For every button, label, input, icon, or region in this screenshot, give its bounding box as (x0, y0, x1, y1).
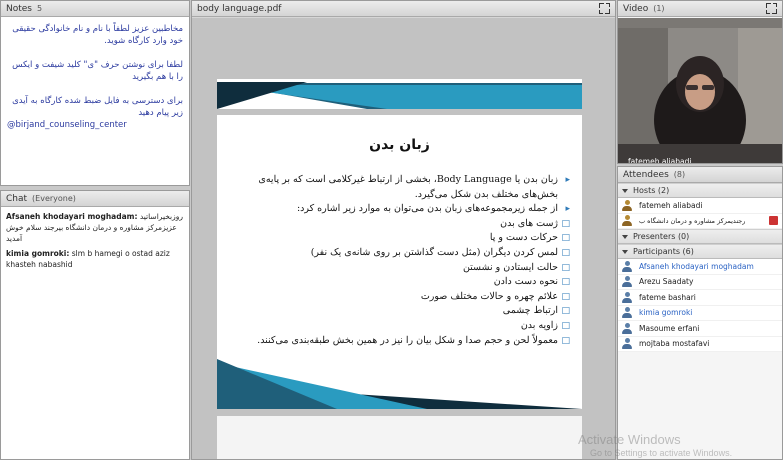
slide-subitem: □ حالت ایستادن و نشستن (231, 261, 570, 276)
notes-pod (0, 0, 190, 186)
slide (217, 115, 582, 409)
chat-messages[interactable] (1, 207, 189, 460)
document-pod (191, 0, 616, 460)
attendee-row[interactable] (618, 337, 782, 353)
maximize-icon[interactable] (766, 3, 777, 14)
collapse-triangle-icon (622, 235, 628, 239)
participants-section-header[interactable] (618, 244, 782, 259)
video-header (618, 1, 782, 17)
notes-body[interactable] (1, 17, 189, 186)
watermark-title: Activate Windows (578, 432, 681, 447)
next-slide-preview (217, 416, 582, 460)
participant-icon (622, 307, 632, 318)
slide-subitem: □ زاویه بدن (231, 319, 570, 334)
attendee-name: Afsaneh khodayari moghadam (639, 261, 754, 271)
video-pod (617, 0, 783, 164)
webcam-feed[interactable] (618, 18, 782, 164)
document-stage[interactable] (192, 18, 615, 459)
host-icon (622, 200, 632, 211)
attendees-pod (617, 166, 783, 460)
participant-icon (622, 292, 632, 303)
host-icon (622, 215, 632, 226)
chat-message (6, 211, 184, 244)
slide-top-decoration (217, 79, 582, 109)
chat-text: روزبخیراساتید عزیزمرکز مشاوره و درمان دانشگاه بیرجند سلام خوش آمدید (6, 212, 183, 243)
attendee-name: fateme bashari (639, 292, 696, 302)
collapse-triangle-icon (622, 189, 628, 193)
attendee-row[interactable] (618, 275, 782, 291)
participant-icon (622, 323, 632, 334)
notes-line: لطفا برای نوشتن حرف "ی" کلید شیفت و ایکس را با هم بگیرید (12, 60, 183, 82)
notes-count: 5 (37, 4, 43, 13)
participants-label: Participants (6) (633, 247, 694, 256)
participant-icon (622, 261, 632, 272)
slide-subitem: □ لمس کردن دیگران (مثل دست گذاشتن بر روی شانه‌ی یک نفر) (231, 246, 570, 261)
chat-message (6, 248, 184, 270)
notes-header (1, 1, 189, 17)
slide-subitem: □ حرکات دست و پا (231, 231, 570, 246)
attendee-name: kimia gomroki (639, 308, 693, 318)
slide-bottom-decoration (217, 359, 582, 409)
slide-subitem: □ نحوه دست دادن (231, 275, 570, 290)
slide-bullet: ▸ از جمله زیرمجموعه‌های زبان بدن می‌توان به موارد زیر اشاره کرد: (231, 202, 570, 217)
attendee-row[interactable] (618, 259, 782, 275)
attendee-name: Masoume erfani (639, 323, 700, 333)
video-count: (1) (653, 4, 665, 13)
attendee-row[interactable] (618, 321, 782, 337)
attendees-count: (8) (673, 170, 686, 179)
presenters-label: Presenters (0) (633, 232, 690, 241)
attendee-name: Arezu Saadaty (639, 277, 694, 287)
hosts-section-header[interactable] (618, 183, 782, 198)
webcam-image (618, 18, 782, 164)
notes-handle: @birjand_counseling_center (7, 120, 127, 130)
attendee-row[interactable] (618, 198, 782, 214)
video-title: Video (623, 3, 649, 14)
slide-heading: زبان بدن (369, 137, 430, 153)
attendee-row[interactable] (618, 214, 782, 230)
attendee-name: fatemeh aliabadi (639, 200, 703, 210)
chat-sender: kimia gomroki: (6, 249, 70, 258)
participant-icon (622, 276, 632, 287)
attendee-row[interactable] (618, 290, 782, 306)
notes-title: Notes (6, 3, 32, 14)
attendees-title: Attendees (623, 169, 669, 180)
slide-body (231, 173, 570, 348)
chat-scope[interactable]: (Everyone) (32, 194, 76, 203)
chat-header (1, 191, 189, 207)
notes-line: برای دسترسی به فایل ضبط شده کارگاه به آیدی زیر پیام دهید (12, 96, 183, 118)
slide-subitem: □ ژست های بدن (231, 217, 570, 232)
status-icon (769, 216, 778, 225)
notes-line: مخاطبین عزیز لطفاً با نام و نام خانوادگی حقیقی خود وارد کارگاه شوید. (12, 24, 183, 46)
attendee-row[interactable] (618, 306, 782, 322)
slide-subitem: □ معمولاً لحن و حجم صدا و شکل بیان را نیز در همین بخش طبقه‌بندی می‌کنند. (231, 334, 570, 349)
slide-top-band (217, 79, 582, 109)
document-title: body language.pdf (197, 3, 282, 14)
attendees-header (618, 167, 782, 183)
slide-bullet: ▸ زبان بدن یا Body Language، بخشی از ارتباط غیرکلامی است که بر پایه‌ی بخش‌های مختلف بدن شکل می‌گیرد. (231, 173, 570, 202)
document-header (192, 1, 615, 17)
chat-pod (0, 190, 190, 460)
attendee-name: mojtaba mostafavi (639, 339, 710, 349)
slide-subitem: □ علائم چهره و حالات مختلف صورت (231, 290, 570, 305)
attendee-name: رجندیمرکز مشاوره و درمان دانشگاه ب (639, 216, 746, 225)
chat-text: slm b hamegi o ostad aziz khasteh nabashid (6, 249, 170, 269)
hosts-label: Hosts (2) (633, 186, 670, 195)
presenters-section-header[interactable] (618, 229, 782, 244)
watermark-subtitle: Go to Settings to activate Windows. (590, 448, 733, 458)
slide-subitem: □ ارتباط چشمی (231, 304, 570, 319)
maximize-icon[interactable] (599, 3, 610, 14)
participant-icon (622, 338, 632, 349)
webcam-name: fatemeh aliabadi (628, 157, 692, 164)
chat-title: Chat (6, 193, 28, 204)
chat-sender: Afsaneh khodayari moghadam: (6, 212, 138, 221)
collapse-triangle-icon (622, 250, 628, 254)
